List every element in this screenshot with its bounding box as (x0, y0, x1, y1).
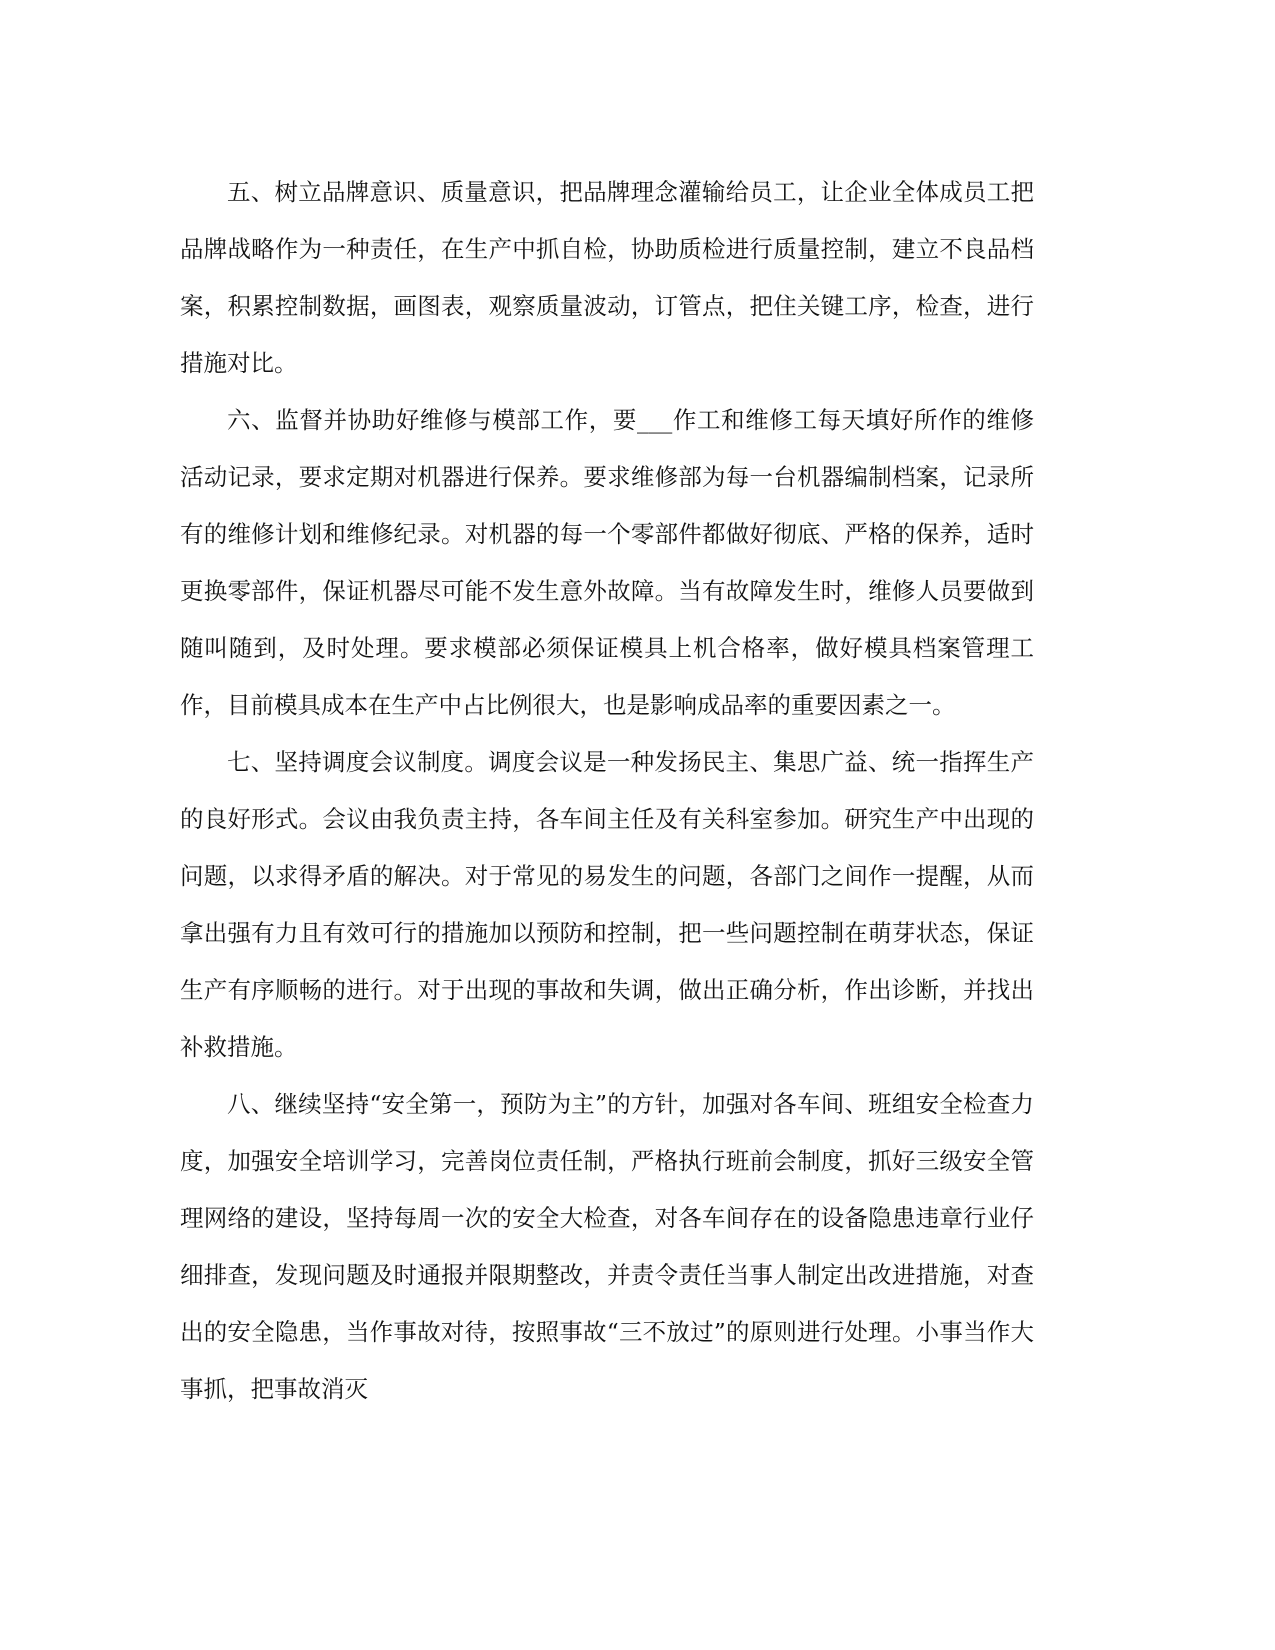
paragraph-7: 七、坚持调度会议制度。调度会议是一种发扬民主、集思广益、统一指挥生产的良好形式。会议由我负责主持，各车间主任及有关科室参加。研究生产中出现的问题，以求得矛盾的解决。对于常见的易发生的问题，各部门之间作一提醒，从而拿出强有力且有效可行的措施加以预防和控制，把一些问题控制在萌芽状态，保证生产有序顺畅的进行。对于出现的事故和失调，做出正确分析，作出诊断，并找出补救措施。 (180, 748, 1034, 1061)
paragraph-5: 五、树立品牌意识、质量意识，把品牌理念灌输给员工，让企业全体成员工把品牌战略作为一种责任，在生产中抓自检，协助质检进行质量控制，建立不良品档案，积累控制数据，画图表，观察质量波动，订管点，把住关键工序，检查，进行措施对比。 (180, 178, 1034, 377)
document-body (180, 164, 1034, 1418)
paragraph-8: 八、继续坚持“安全第一，预防为主”的方针，加强对各车间、班组安全检查力度，加强安全培训学习，完善岗位责任制，严格执行班前会制度，抓好三级安全管理网络的建设，坚持每周一次的安全大检查，对各车间存在的设备隐患违章行业仔细排查，发现问题及时通报并限期整改，并责令责任当事人制定出改进措施，对查出的安全隐患，当作事故对待，按照事故“三不放过”的原则进行处理。小事当作大事抓，把事故消灭 (180, 1090, 1034, 1403)
paragraph-6: 六、监督并协助好维修与模部工作，要___作工和维修工每天填好所作的维修活动记录，要求定期对机器进行保养。要求维修部为每一台机器编制档案，记录所有的维修计划和维修纪录。对机器的每一个零部件都做好彻底、严格的保养，适时更换零部件，保证机器尽可能不发生意外故障。当有故障发生时，维修人员要做到随叫随到，及时处理。要求模部必须保证模具上机合格率，做好模具档案管理工作，目前模具成本在生产中占比例很大，也是影响成品率的重要因素之一。 (180, 406, 1034, 719)
